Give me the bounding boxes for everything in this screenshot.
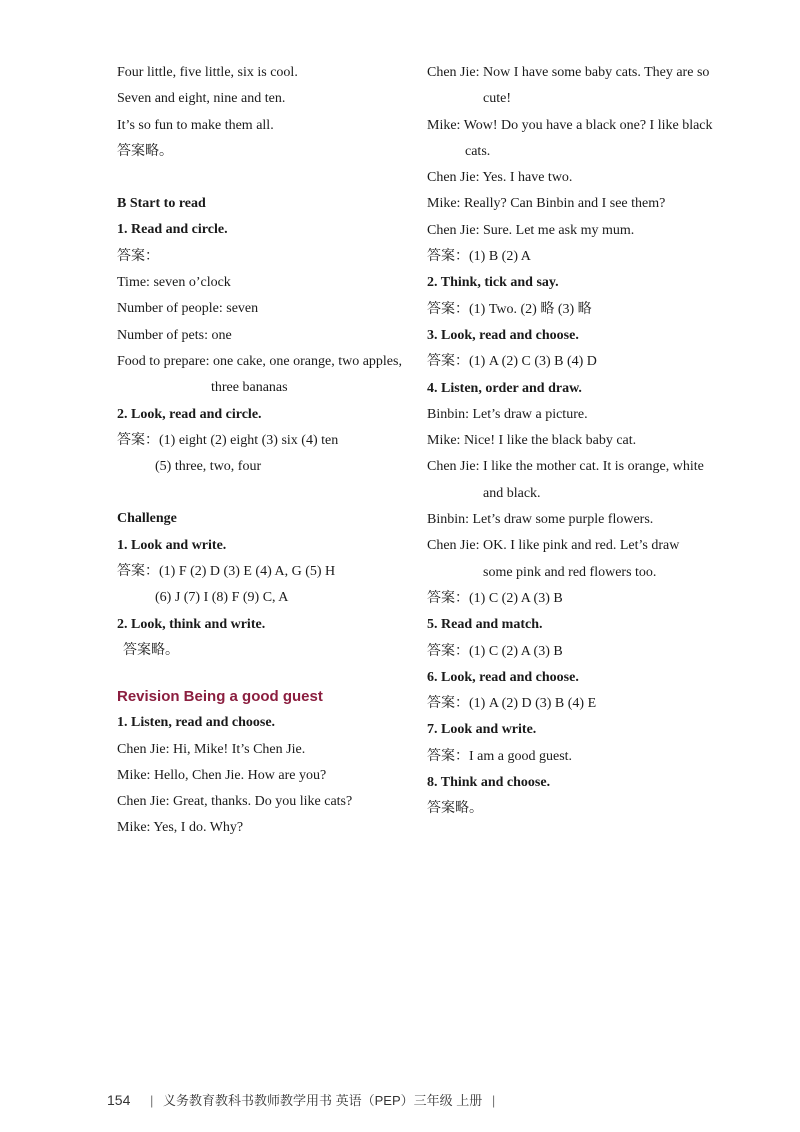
- question-heading: 1. Look and write.: [117, 537, 227, 553]
- answer-line: 答案：(1) A (2) C (3) B (4) D: [427, 354, 597, 370]
- footer-divider: |: [491, 1093, 496, 1108]
- dialogue-line: Chen Jie: Sure. Let me ask my mum.: [427, 222, 635, 238]
- question-heading: 4. Listen, order and draw.: [427, 380, 582, 396]
- text-line: Four little, five little, six is cool.: [117, 65, 298, 80]
- answer-line: (6) J (7) I (8) F (9) C, A: [155, 590, 289, 606]
- page-footer: [107, 1090, 501, 1109]
- question-heading: 5. Read and match.: [427, 617, 543, 633]
- dialogue-line: Mike: Yes, I do. Why?: [117, 820, 244, 836]
- text-line: It’s so fun to make them all.: [117, 117, 274, 133]
- left-column: [117, 60, 407, 842]
- answer-line: 答案：(1) F (2) D (3) E (4) A, G (5) H: [117, 564, 336, 580]
- dialogue-line: Chen Jie: Now I have some baby cats. They are so: [427, 65, 710, 80]
- dialogue-line: and black.: [483, 485, 541, 501]
- answer-line: (5) three, two, four: [155, 459, 262, 475]
- dialogue-line: cats.: [465, 143, 491, 159]
- right-column: [427, 60, 727, 823]
- text-line: Number of pets: one: [117, 327, 232, 343]
- answer-line: 答案略。: [123, 642, 179, 658]
- dialogue-line: Binbin: Let’s draw some purple flowers.: [427, 512, 654, 528]
- text-line: Food to prepare: one cake, one orange, two apples,: [117, 353, 402, 369]
- answer-line: 答案：(1) eight (2) eight (3) six (4) ten: [117, 432, 339, 448]
- question-heading: 8. Think and choose.: [427, 775, 551, 791]
- question-heading: 1. Read and circle.: [117, 222, 228, 238]
- dialogue-line: cute!: [483, 91, 511, 107]
- question-heading: 7. Look and write.: [427, 722, 537, 738]
- revision-title: Revision Being a good guest: [117, 688, 323, 706]
- dialogue-line: Mike: Hello, Chen Jie. How are you?: [117, 767, 327, 783]
- dialogue-line: Mike: Nice! I like the black baby cat.: [427, 433, 637, 449]
- answer-line: 答案略。: [427, 801, 483, 817]
- question-heading: 2. Look, read and circle.: [117, 406, 262, 422]
- dialogue-line: Chen Jie: Yes. I have two.: [427, 170, 573, 186]
- page-number: 154: [107, 1092, 131, 1108]
- text-line: Seven and eight, nine and ten.: [117, 91, 286, 107]
- question-heading: 3. Look, read and choose.: [427, 327, 579, 343]
- dialogue-line: Mike: Wow! Do you have a black one? I like black: [427, 117, 713, 133]
- text-line: Number of people: seven: [117, 301, 259, 317]
- section-heading: B Start to read: [117, 196, 206, 212]
- book-title: 义务教育教科书教师教学用书 英语（PEP）三年级 上册: [163, 1093, 483, 1108]
- answer-line: 答案：(1) A (2) D (3) B (4) E: [427, 696, 597, 712]
- answer-line: 答案：(1) C (2) A (3) B: [427, 643, 563, 659]
- dialogue-line: Chen Jie: I like the mother cat. It is orange, white: [427, 459, 704, 475]
- dialogue-line: Chen Jie: Hi, Mike! It’s Chen Jie.: [117, 741, 306, 757]
- section-heading: Challenge: [117, 511, 177, 527]
- answer-line: 答案：(1) C (2) A (3) B: [427, 590, 563, 606]
- text-line: three bananas: [211, 380, 288, 396]
- answer-line: 答案：(1) B (2) A: [427, 249, 531, 265]
- dialogue-line: some pink and red flowers too.: [483, 564, 657, 580]
- dialogue-line: Mike: Really? Can Binbin and I see them?: [427, 196, 666, 212]
- question-heading: 2. Look, think and write.: [117, 616, 266, 632]
- question-heading: 2. Think, tick and say.: [427, 275, 559, 291]
- answer-line: 答案略。: [117, 143, 173, 159]
- question-heading: 6. Look, read and choose.: [427, 669, 579, 685]
- dialogue-line: Chen Jie: OK. I like pink and red. Let’s draw: [427, 538, 680, 554]
- answer-line: 答案：(1) Two. (2) 略 (3) 略: [427, 301, 592, 317]
- question-heading: 1. Listen, read and choose.: [117, 715, 276, 731]
- answer-line: 答案：: [117, 248, 159, 264]
- dialogue-line: Chen Jie: Great, thanks. Do you like cats?: [117, 794, 353, 810]
- footer-divider: |: [149, 1093, 154, 1108]
- answer-line: 答案：I am a good guest.: [427, 748, 573, 764]
- text-line: Time: seven o’clock: [117, 275, 231, 291]
- dialogue-line: Binbin: Let’s draw a picture.: [427, 406, 588, 422]
